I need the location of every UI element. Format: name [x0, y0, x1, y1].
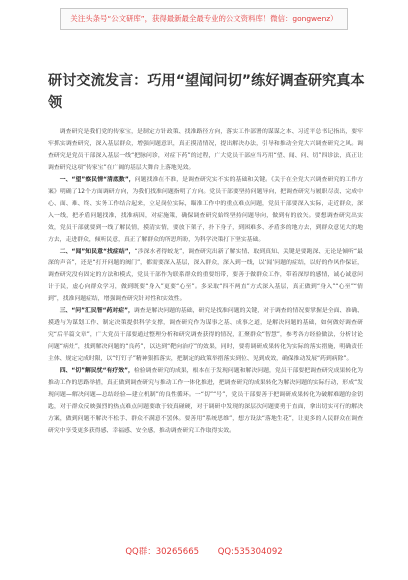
- paragraph-text: 调查研究是我们党的传家宝，是制定方针政策、找准路径方向，落实工作部署的谋谋之本、习近平总书记指出，要牢牢抓实调查研究，深入基层群众，增强问题意识，真正摸清情况，提出解决办法，引导和推动全党大兴调查研究之风。调查研究是党员干部深入基层一线“把脉问诊，对症下药”的过程，广大党员干部应当巧用“望、闻、问、切”四诊法，真正让调查研究这项“传家宝”在广阔的基层大舞台上落地见效。: [48, 129, 363, 171]
- banner-wechat: 微信：gongwenz）: [270, 14, 338, 23]
- footer-qq: QQ:535304092: [217, 547, 283, 557]
- document-body: [48, 127, 363, 438]
- document-title: 研讨交流发言：巧用“望闻问切”练好调查研究真本领: [48, 73, 365, 111]
- paragraph-lead: 四、“切”解民忧“有疗效”，: [59, 368, 134, 375]
- paragraph: [48, 247, 363, 307]
- paragraph: [48, 306, 363, 366]
- paragraph-text: 调查是解决问题的基础，研究是找准问题的关键，对于调查的情况要掌握是全面、准确、摸透与为谋划工作、制定决策提供科学支撑，调查研究作为谋事之基、成事之道，是解决问题的基础，如何做好调查研究“后半篇文章”，广大党员干部要通过整理分析和研究调查获得的情况，汇聚群众“智慧”，参考各方经验做法，分析讨论问题“病灶”，找到解决问题的“良药”，以达到“靶向治疗”的效果，同时，要将调研成果转化为实际的落实措施，明确责任主体、规定完成时限，以“钉钉子”精神狠抓落实，把制定的政策举措落实到位、见到成效，确保推动发展“药到病除”。: [48, 308, 363, 363]
- paragraph: [48, 366, 363, 438]
- paragraph: [48, 127, 363, 175]
- paragraph-lead: 三、“问”汇民智“药对症”，: [59, 308, 134, 315]
- banner-text: 关注头条号“公文研库”，获得最新最全最专业的公文资料库！: [70, 14, 271, 23]
- top-banner: [60, 8, 348, 30]
- paragraph-text: 问题找准在不准，是调查研究实不实的基础和关键。《关于在全党大兴调查研究的工作方案》明确了12个方面调研方向，为我们找准问题指明了方向。党员干部要坚持问题导向，把调查研究与履职尽责、完成中心、面、难、终、实务工作结合起来，立足岗位实际，瞄准工作中的重点难点问题，党员干部要深入实际，走近群众，深入一线，把矛盾问题找准，找准病因，对症施策，确保调查研究始终坚持问题导向，做到有的放矢。要想调查研究出实效，党员干部就要到一线了解民情，摸清实情，要放下架子，扑下身子，到困难多、矛盾多的地方去，到群众意见大的地方去，走进群众，倾听民意，真正了解群众的所思所盼，为科学决策打下坚实基础。: [48, 176, 363, 243]
- footer-contact: [0, 545, 408, 557]
- paragraph: [48, 175, 363, 247]
- footer-qq-group: QQ群：30265665: [125, 547, 200, 557]
- paragraph-text: “涉深水者得蛟龙”，调查研究出新了解实情、取到真知、关键是要跑深、无论是倾听“最深的声音”，还是“打开问题的阀门”，都需要深入基层，深入群众，深入到一线，以‘闻’问题的症结，以好的作风作保证，调查研究没有固定的方法和模式，党员干部作为联系群众的重要纽带，要善于做群众工作，带着深厚的感情，诚心诚意问计于民，虚心向群众学习，做到既要“身入”更要“心至”。多采取“四不两直”方式深入基层，真正做到“身入”“心至”“情到”，找准问题症结，增强调查研究针对性和实效性。: [48, 248, 363, 303]
- paragraph-lead: 二、“闻”知民意“找症结”，: [59, 248, 135, 255]
- paragraph-lead: 一、“望”察民情“清底数”，: [59, 176, 135, 183]
- paragraph-text: 检验调查研究的成果，根本在于发现问题和解决问题，党员干部要把调查研究成果转化为推动工作的思路举措，真正做到调查研究与推动工作一体化推进，把调查研究的成果转化为解决问题的实际行动，形成“发现问题—解决问题—总结经验—建立机制”的良性循环。一“切”“号”，党员干部要善于把调研成果转化为破解难题的金钥匙，对于群众反映强烈的热点难点问题要敢于较真碰硬，对于调研中发现的深层次问题要勇于直面，拿出切实可行的解决方案，做到问题不解决不松手、群众不满意不罢休。要善用“系统思维”，想方设法“落地生花”，让更多的人民群众在调查研究中享受更多获得感、幸福感、安全感，推动调查研究工作取得实效。: [48, 368, 363, 434]
